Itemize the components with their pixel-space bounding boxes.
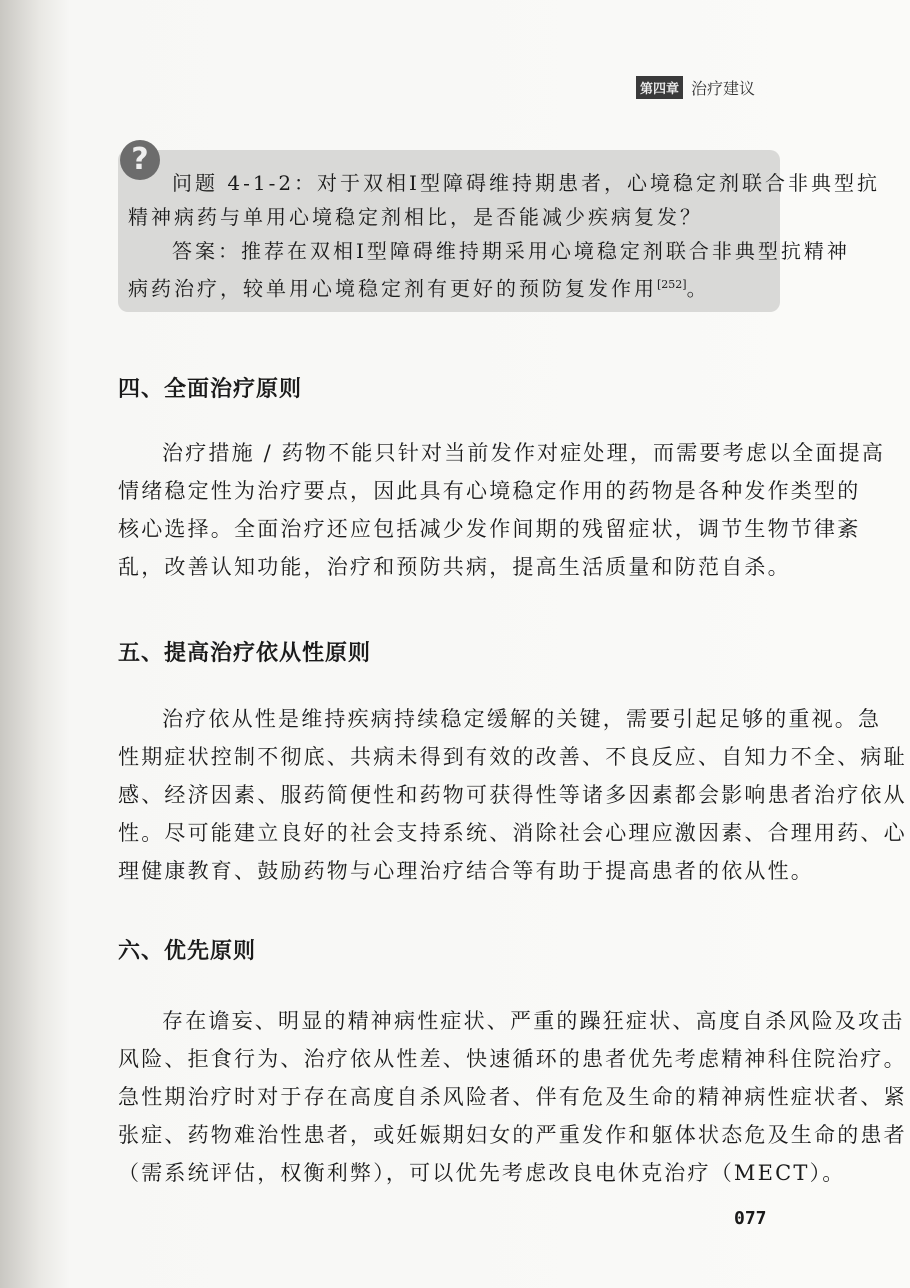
- paragraph-line: 情绪稳定性为治疗要点，因此具有心境稳定作用的药物是各种发作类型的: [118, 479, 861, 503]
- section-paragraph: [118, 700, 907, 890]
- section-heading: 四、全面治疗原则: [118, 377, 303, 402]
- paragraph-line: 性。尽可能建立良好的社会支持系统、消除社会心理应激因素、合理用药、心: [118, 821, 907, 845]
- paragraph-line: 感、经济因素、服药简便性和药物可获得性等诸多因素都会影响患者治疗依从: [118, 783, 907, 807]
- answer-line: [128, 268, 880, 306]
- paragraph-line: 张症、药物难治性患者，或妊娠期妇女的严重发作和躯体状态危及生命的患者: [118, 1123, 907, 1147]
- paragraph-line: （需系统评估，权衡利弊），可以优先考虑改良电休克治疗（MECT）。: [118, 1161, 846, 1185]
- section-heading: 五、提高治疗依从性原则: [118, 641, 372, 666]
- question-mark-icon: ?: [120, 140, 160, 180]
- paragraph-line: 急性期治疗时对于存在高度自杀风险者、伴有危及生命的精神病性症状者、紧: [118, 1085, 907, 1109]
- chapter-title: 治疗建议: [691, 79, 756, 98]
- running-header: [636, 76, 755, 99]
- paragraph-line: 乱，改善认知功能，治疗和预防共病，提高生活质量和防范自杀。: [118, 555, 791, 579]
- question-box-text: [128, 166, 880, 306]
- paragraph-line: 核心选择。全面治疗还应包括减少发作间期的残留症状，调节生物节律紊: [118, 517, 861, 541]
- citation: [252]: [657, 278, 687, 291]
- answer-line: 答案：推荐在双相Ⅰ型障碍维持期采用心境稳定剂联合非典型抗精神: [172, 239, 850, 263]
- question-line: 问题 4-1-2：对于双相Ⅰ型障碍维持期患者，心境稳定剂联合非典型抗: [172, 171, 880, 195]
- answer-text: 病药治疗，较单用心境稳定剂有更好的预防复发作用: [128, 276, 657, 301]
- paragraph-line: 风险、拒食行为、治疗依从性差、快速循环的患者优先考虑精神科住院治疗。: [118, 1047, 907, 1071]
- paragraph-line: 存在谵妄、明显的精神病性症状、严重的躁狂症状、高度自杀风险及攻击: [162, 1009, 905, 1033]
- paragraph-line: 性期症状控制不彻底、共病未得到有效的改善、不良反应、自知力不全、病耻: [118, 745, 907, 769]
- paragraph-line: 治疗依从性是维持疾病持续稳定缓解的关键，需要引起足够的重视。急: [162, 707, 882, 731]
- question-line: 精神病药与单用心境稳定剂相比，是否能减少疾病复发？: [128, 205, 703, 229]
- chapter-badge: 第四章: [636, 76, 683, 99]
- paragraph-line: 理健康教育、鼓励药物与心理治疗结合等有助于提高患者的依从性。: [118, 859, 814, 883]
- page-number: 077: [734, 1208, 767, 1229]
- section-paragraph: [118, 1002, 907, 1192]
- section-heading: 六、优先原则: [118, 939, 257, 964]
- answer-end: 。: [686, 276, 710, 301]
- paragraph-line: 治疗措施 / 药物不能只针对当前发作对症处理，而需要考虑以全面提高: [162, 441, 886, 465]
- section-paragraph: [118, 434, 886, 586]
